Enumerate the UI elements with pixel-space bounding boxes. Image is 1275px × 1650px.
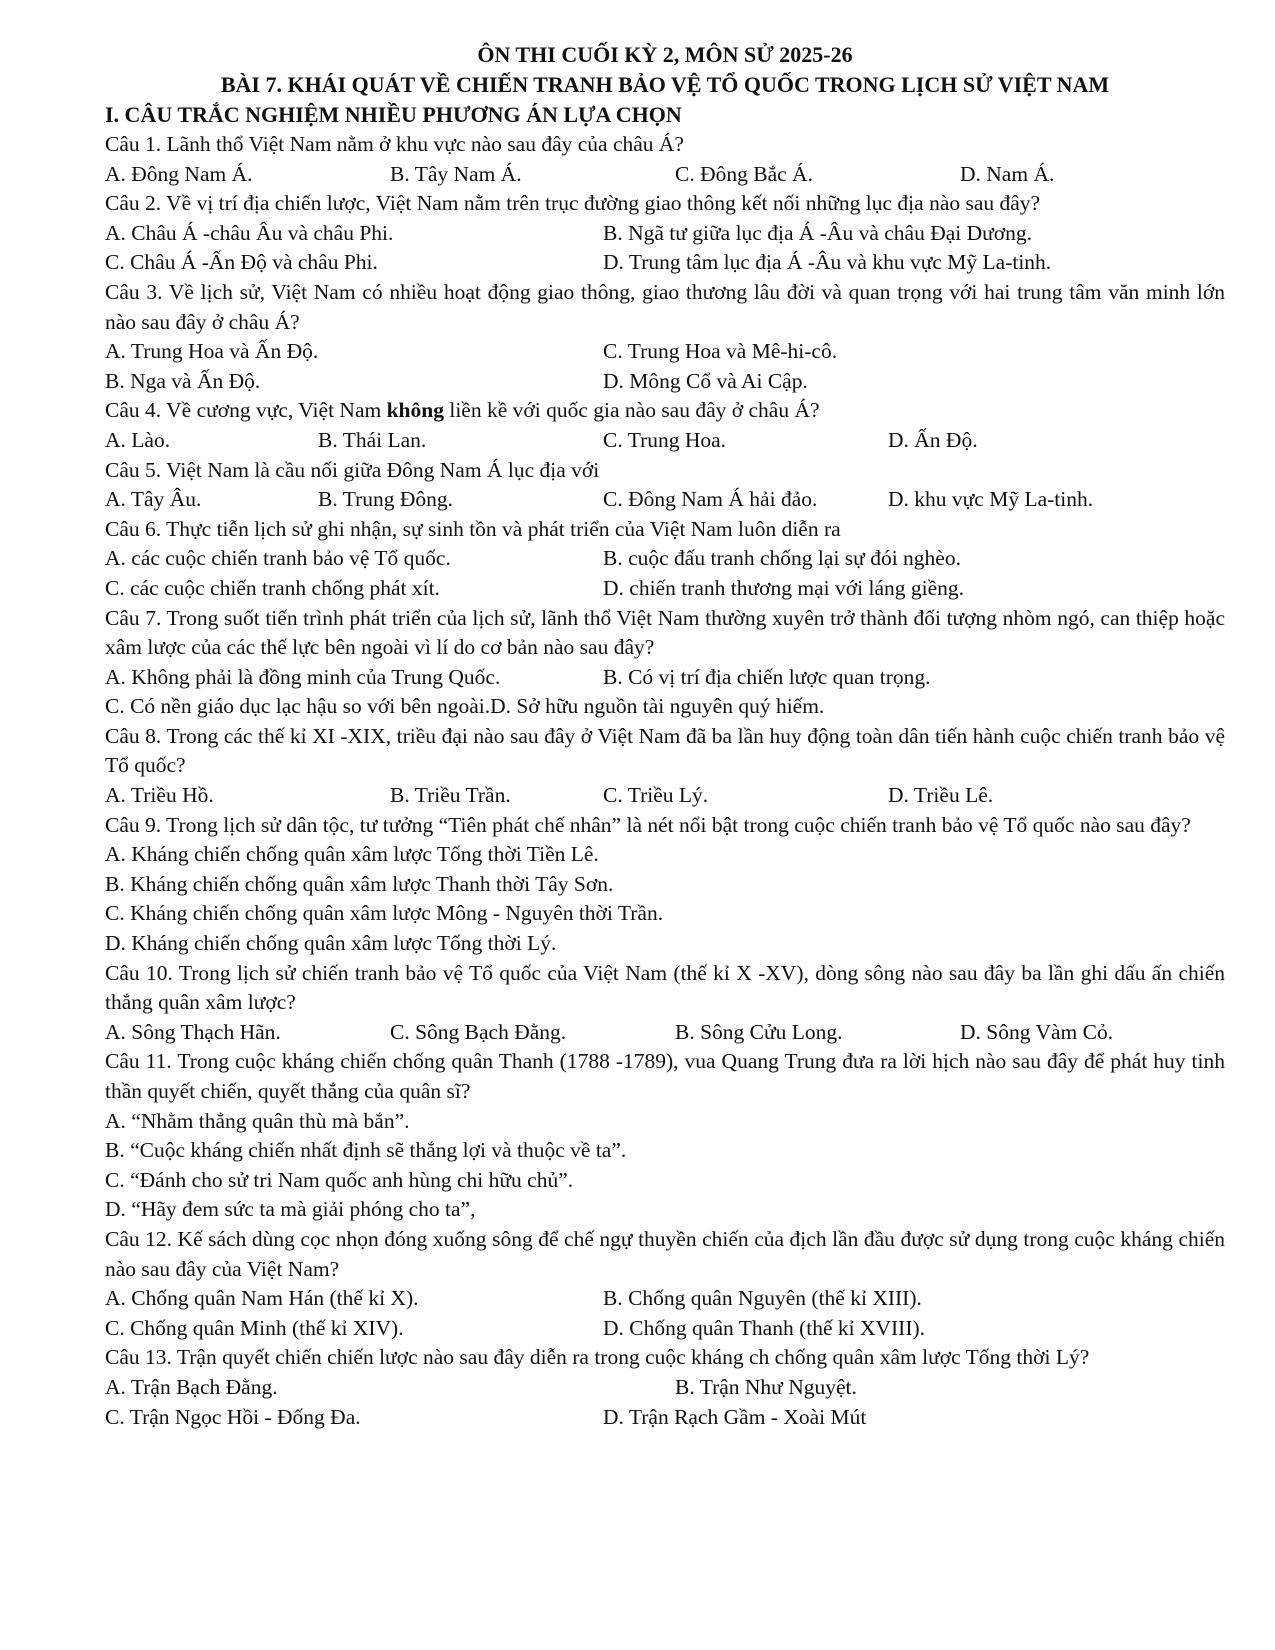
question-3: Câu 3. Về lịch sử, Việt Nam có nhiều hoạt động giao thông, giao thương lâu đời và quan trọng với hai trung tâm văn minh lớn nào sau đây ở châu Á? <box>105 279 1225 334</box>
option-c: C. Trận Ngọc Hồi - Đống Đa. <box>105 1404 361 1429</box>
option-a: A. Trung Hoa và Ấn Độ. <box>105 339 319 364</box>
exam-title: ÔN THI CUỐI KỲ 2, MÔN SỬ 2025-26 <box>477 42 853 67</box>
emphasis-not: không <box>386 398 444 423</box>
option-c: C. các cuộc chiến tranh chống phát xít. <box>105 575 440 600</box>
option-d: D. “Hãy đem sức ta mà giải phóng cho ta”, <box>105 1197 476 1222</box>
option-a: A. Triều Hồ. <box>105 783 214 808</box>
option-b: B. Trung Đông. <box>318 487 454 512</box>
option-b: B. Kháng chiến chống quân xâm lược Thanh thời Tây Sơn. <box>105 871 614 896</box>
option-b: B. Thái Lan. <box>318 427 427 452</box>
section-heading: I. CÂU TRẮC NGHIỆM NHIỀU PHƯƠNG ÁN LỰA CHỌN <box>105 102 682 127</box>
option-c: C. Châu Á -Ấn Độ và châu Phi. <box>105 250 378 275</box>
option-b: B. Chống quân Nguyên (thế kỉ XIII). <box>603 1286 922 1311</box>
option-a: A. Chống quân Nam Hán (thế kỉ X). <box>105 1286 419 1311</box>
option-a: A. Trận Bạch Đằng. <box>105 1374 278 1399</box>
option-a: A. “Nhằm thẳng quân thù mà bắn”. <box>105 1108 410 1133</box>
question-12-options-cd <box>105 1314 1225 1344</box>
option-b: B. Triều Trần. <box>390 783 511 808</box>
question-5-options <box>105 485 1225 515</box>
question-1: Câu 1. Lãnh thổ Việt Nam nằm ở khu vực nào sau đây của châu Á? <box>105 132 684 156</box>
option-d: D. chiến tranh thương mại với láng giềng. <box>603 575 964 600</box>
question-1-options <box>105 160 1225 190</box>
question-13-options-ab <box>105 1373 1225 1403</box>
question-7-options-ab <box>105 663 1225 693</box>
option-b: B. Tây Nam Á. <box>390 161 522 186</box>
question-12-options-ab <box>105 1284 1225 1314</box>
question-7-options-cd: C. Có nền giáo dục lạc hậu so với bên ngoài.D. Sở hữu nguồn tài nguyên quý hiếm. <box>105 694 825 719</box>
option-b: B. Có vị trí địa chiến lược quan trọng. <box>603 664 931 689</box>
option-d: D. Trận Rạch Gầm - Xoài Mút <box>603 1404 867 1429</box>
option-c: C. Trung Hoa. <box>603 427 727 452</box>
question-9: Câu 9. Trong lịch sử dân tộc, tư tưởng “Tiên phát chế nhân” là nét nổi bật trong cuộc chiến tranh bảo vệ Tổ quốc nào sau đây? <box>105 812 1191 837</box>
option-a: A. Tây Âu. <box>105 487 202 512</box>
question-4: Câu 4. Về cương vực, Việt Nam không liền kề với quốc gia nào sau đây ở châu Á? <box>105 398 820 423</box>
document-page <box>105 40 1225 1432</box>
option-d: D. Sông Vàm Cỏ. <box>960 1019 1114 1044</box>
question-13: Câu 13. Trận quyết chiến chiến lược nào sau đây diễn ra trong cuộc kháng ch chống quân xâm lược Tống thời Lý? <box>105 1345 1090 1370</box>
option-c: C. Chống quân Minh (thế kỉ XIV). <box>105 1315 404 1340</box>
option-d: D. Chống quân Thanh (thế kỉ XVIII). <box>603 1315 926 1340</box>
question-10-options <box>105 1018 1225 1048</box>
question-2-options-ab <box>105 219 1225 249</box>
question-6-options-cd <box>105 574 1225 604</box>
question-13-options-cd <box>105 1403 1225 1433</box>
question-11: Câu 11. Trong cuộc kháng chiến chống quân Thanh (1788 -1789), vua Quang Trung đưa ra lời hịch nào sau đây để phát huy tinh thần quyết chiến, quyết thắng của quân sĩ? <box>105 1049 1225 1103</box>
question-10: Câu 10. Trong lịch sử chiến tranh bảo vệ Tổ quốc của Việt Nam (thế kỉ X -XV), dòng sông nào sau đây ba lần ghi dấu ấn chiến thắng quân xâm lược? <box>105 960 1225 1015</box>
question-3-options-bd <box>105 367 1225 397</box>
option-b: B. cuộc đấu tranh chống lại sự đói nghèo. <box>603 546 961 571</box>
option-c: C. “Đánh cho sử tri Nam quốc anh hùng chi hữu chủ”. <box>105 1167 574 1192</box>
question-4-options <box>105 426 1225 456</box>
option-a: A. các cuộc chiến tranh bảo vệ Tổ quốc. <box>105 546 451 571</box>
option-a: A. Sông Thạch Hãn. <box>105 1019 281 1044</box>
question-5: Câu 5. Việt Nam là cầu nối giữa Đông Nam Á lục địa với <box>105 457 600 482</box>
option-d: D. khu vực Mỹ La-tinh. <box>888 487 1094 512</box>
option-d: D. Triều Lê. <box>888 783 994 808</box>
question-7: Câu 7. Trong suốt tiến trình phát triển của lịch sử, lãnh thổ Việt Nam thường xuyên trở thành đối tượng nhòm ngó, can thiệp hoặc xâm lược của các thế lực bên ngoài vì lí do cơ bản nào sau đây? <box>105 605 1225 660</box>
option-d: D. Ấn Độ. <box>888 427 978 452</box>
question-12: Câu 12. Kế sách dùng cọc nhọn đóng xuống sông để chế ngự thuyền chiến của địch lần đầu được sử dụng trong cuộc kháng chiến nào sau đây của Việt Nam? <box>105 1226 1225 1281</box>
option-c: C. Sông Bạch Đằng. <box>390 1019 567 1044</box>
option-c: C. Triều Lý. <box>603 783 709 808</box>
question-8: Câu 8. Trong các thế kỉ XI -XIX, triều đại nào sau đây ở Việt Nam đã ba lần huy động toàn dân tiến hành cuộc chiến tranh bảo vệ Tổ quốc? <box>105 723 1225 778</box>
question-2-options-cd <box>105 248 1225 278</box>
option-c: C. Đông Nam Á hải đảo. <box>603 487 818 512</box>
question-2: Câu 2. Về vị trí địa chiến lược, Việt Nam nằm trên trục đường giao thông kết nối những lục địa nào sau đây? <box>105 191 1041 216</box>
option-b: B. Nga và Ấn Độ. <box>105 368 261 393</box>
option-a: A. Lào. <box>105 427 171 452</box>
option-a: A. Đông Nam Á. <box>105 161 253 186</box>
option-a: A. Không phải là đồng minh của Trung Quốc. <box>105 664 501 689</box>
option-b: B. Ngã tư giữa lục địa Á -Âu và châu Đại Dương. <box>603 220 1033 245</box>
option-d: D. Mông Cổ và Ai Cập. <box>603 368 808 393</box>
question-6-options-ab <box>105 544 1225 574</box>
option-d: D. Trung tâm lục địa Á -Âu và khu vực Mỹ La-tinh. <box>603 250 1052 275</box>
option-d: D. Kháng chiến chống quân xâm lược Tống thời Lý. <box>105 931 557 956</box>
question-3-options-ac <box>105 337 1225 367</box>
option-a: A. Châu Á -châu Âu và châu Phi. <box>105 220 394 245</box>
lesson-title: BÀI 7. KHÁI QUÁT VỀ CHIẾN TRANH BẢO VỆ TỔ QUỐC TRONG LỊCH SỬ VIỆT NAM <box>220 72 1110 97</box>
option-b: B. “Cuộc kháng chiến nhất định sẽ thắng lợi và thuộc về ta”. <box>105 1138 627 1163</box>
option-c: C. Kháng chiến chống quân xâm lược Mông - Nguyên thời Trần. <box>105 901 664 926</box>
question-6: Câu 6. Thực tiễn lịch sử ghi nhận, sự sinh tồn và phát triển của Việt Nam luôn diễn ra <box>105 516 841 541</box>
option-b: B. Sông Cửu Long. <box>675 1019 843 1044</box>
question-8-options <box>105 781 1225 811</box>
option-c: C. Đông Bắc Á. <box>675 161 813 186</box>
option-d: D. Nam Á. <box>960 161 1055 186</box>
option-a: A. Kháng chiến chống quân xâm lược Tống thời Tiền Lê. <box>105 842 599 867</box>
option-b: B. Trận Như Nguyệt. <box>675 1374 857 1399</box>
option-c: C. Trung Hoa và Mê-hi-cô. <box>603 339 838 364</box>
